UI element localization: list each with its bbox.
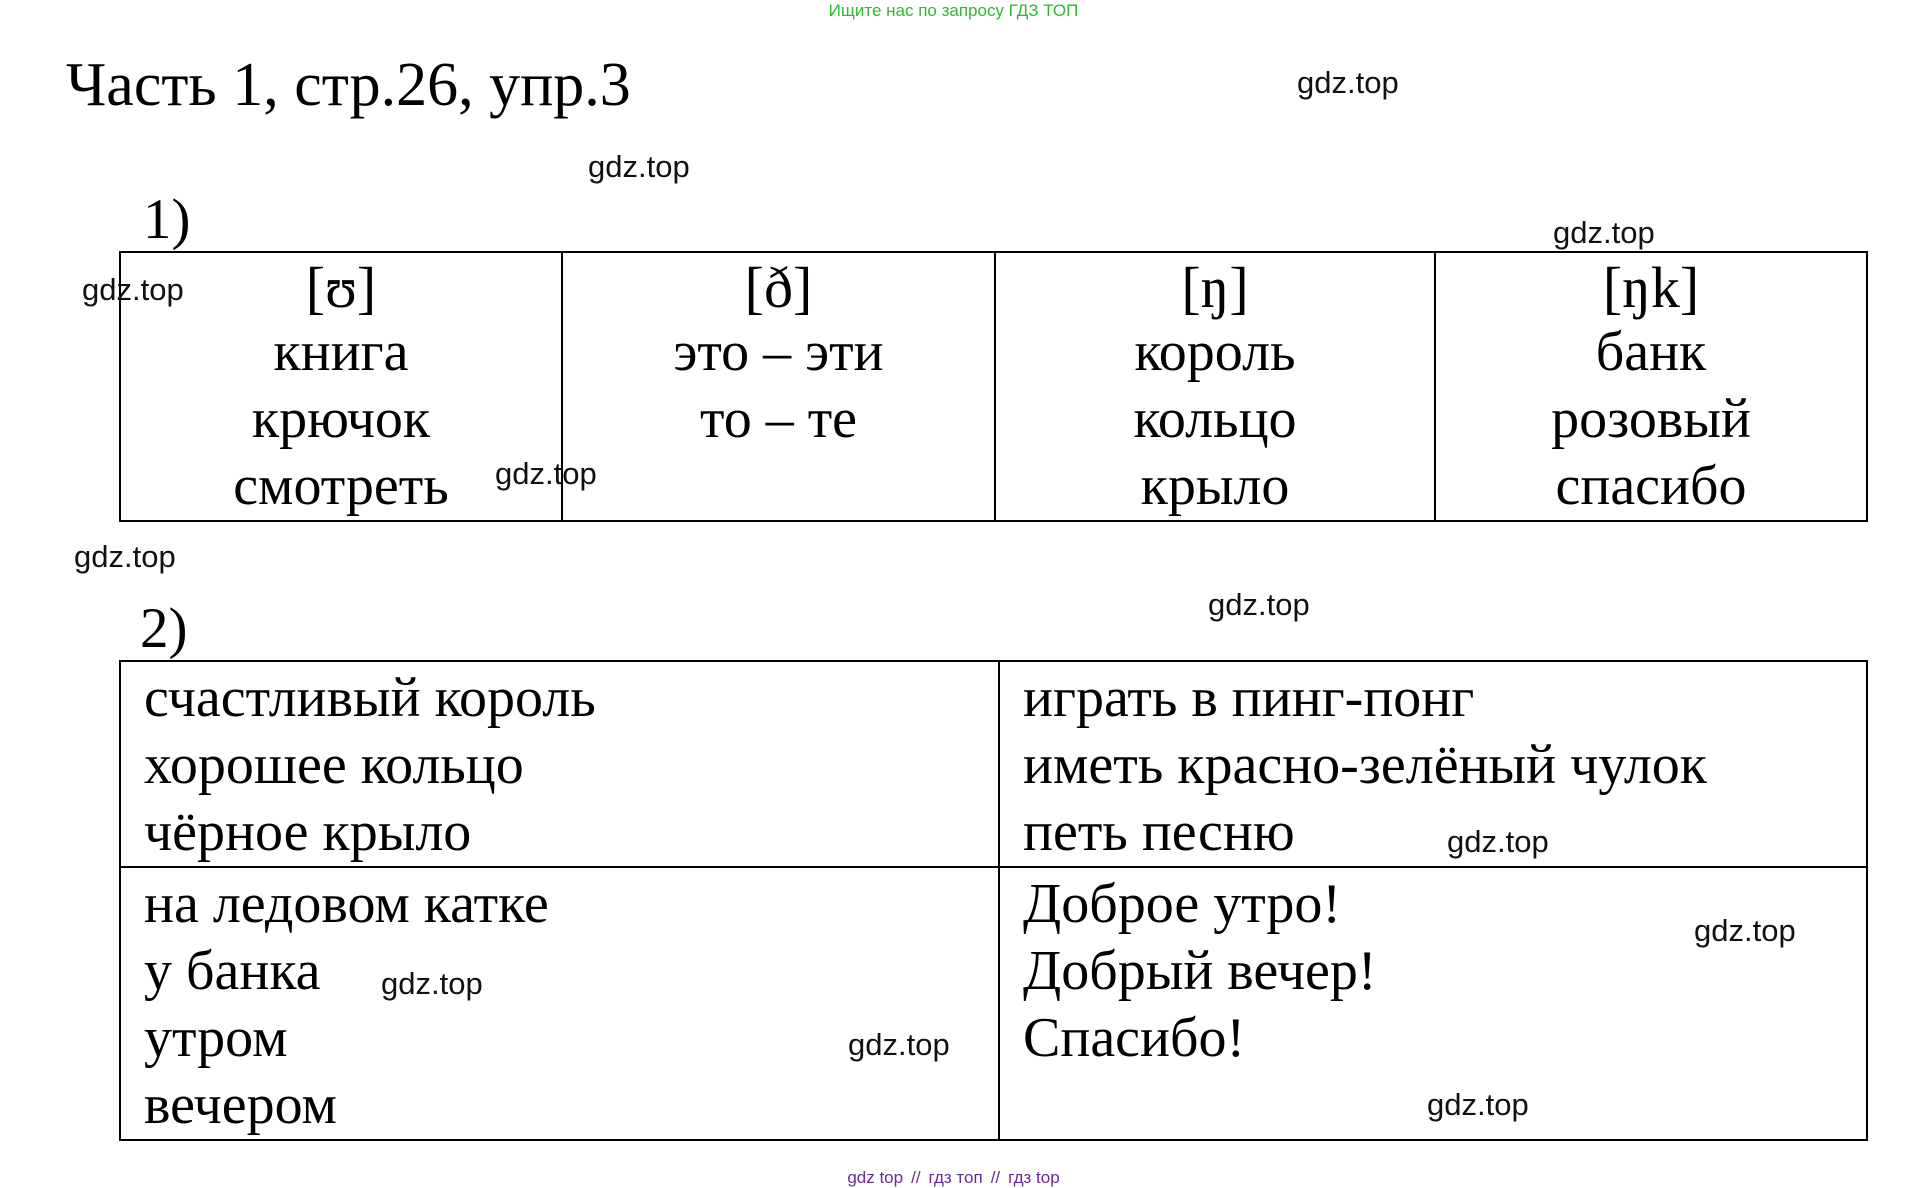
page-title: Часть 1, стр.26, упр.3 bbox=[66, 51, 631, 119]
phrase: Добрый вечер! bbox=[1023, 940, 1377, 1002]
sound-symbol: [ʊ] bbox=[305, 255, 377, 320]
word: то – те bbox=[699, 388, 858, 450]
phrase: счастливый король bbox=[144, 667, 596, 729]
phrase: иметь красно-зелёный чулок bbox=[1023, 734, 1708, 796]
phrase: вечером bbox=[144, 1074, 337, 1136]
phrases-cell bbox=[120, 661, 999, 867]
sound-symbol: [ð] bbox=[744, 255, 813, 320]
phrases-cell bbox=[999, 661, 1867, 867]
phrase: чёрное крыло bbox=[144, 801, 472, 863]
section-2-number: 2) bbox=[140, 597, 188, 660]
word: король bbox=[1134, 321, 1296, 383]
phonetics-column bbox=[562, 252, 995, 521]
phrase: на ледовом катке bbox=[144, 873, 549, 935]
word: банк bbox=[1595, 321, 1707, 383]
footer-link[interactable]: гдз top bbox=[1008, 1168, 1060, 1187]
phrases-table bbox=[119, 660, 1868, 1141]
phrase: Доброе утро! bbox=[1023, 873, 1342, 935]
word: розовый bbox=[1551, 388, 1751, 450]
phonetics-column bbox=[1435, 252, 1867, 521]
watermark: gdz.top bbox=[1447, 824, 1549, 859]
watermark: gdz.top bbox=[1208, 587, 1310, 622]
watermark: gdz.top bbox=[82, 272, 184, 307]
sound-symbol: [ŋ] bbox=[1181, 255, 1249, 320]
phonetics-column bbox=[995, 252, 1435, 521]
phrase: петь песню bbox=[1023, 801, 1295, 863]
phrase: Спасибо! bbox=[1023, 1007, 1246, 1069]
footer-separator: // bbox=[911, 1168, 921, 1187]
watermark: gdz.top bbox=[1553, 215, 1655, 250]
watermark: gdz.top bbox=[848, 1027, 950, 1062]
word: кольцо bbox=[1133, 388, 1297, 450]
phonetics-table bbox=[119, 251, 1868, 522]
word: это – эти bbox=[673, 321, 884, 383]
phrase: у банка bbox=[144, 940, 321, 1002]
watermark: gdz.top bbox=[1427, 1087, 1529, 1122]
word: смотреть bbox=[233, 455, 449, 517]
watermark: gdz.top bbox=[1694, 913, 1796, 948]
watermark: gdz.top bbox=[495, 456, 597, 491]
section-1-number: 1) bbox=[143, 188, 191, 251]
word: спасибо bbox=[1555, 455, 1747, 517]
watermark: gdz.top bbox=[588, 149, 690, 184]
watermark: gdz.top bbox=[381, 966, 483, 1001]
phrase: утром bbox=[144, 1007, 288, 1069]
word: книга bbox=[273, 321, 409, 383]
footer-links bbox=[0, 1168, 1907, 1188]
footer-link[interactable]: gdz top bbox=[847, 1168, 904, 1187]
phrase: играть в пинг-понг bbox=[1023, 667, 1475, 729]
phrases-cell bbox=[120, 867, 999, 1140]
word: крыло bbox=[1140, 455, 1290, 517]
footer-link[interactable]: гдз топ bbox=[928, 1168, 983, 1187]
watermark: gdz.top bbox=[1297, 65, 1399, 100]
search-banner: Ищите нас по запросу ГДЗ ТОП bbox=[828, 1, 1079, 20]
watermark: gdz.top bbox=[74, 539, 176, 574]
sound-symbol: [ŋk] bbox=[1602, 255, 1700, 320]
word: крючок bbox=[251, 388, 431, 450]
phrase: хорошее кольцо bbox=[144, 734, 524, 796]
footer-separator: // bbox=[990, 1168, 1001, 1187]
